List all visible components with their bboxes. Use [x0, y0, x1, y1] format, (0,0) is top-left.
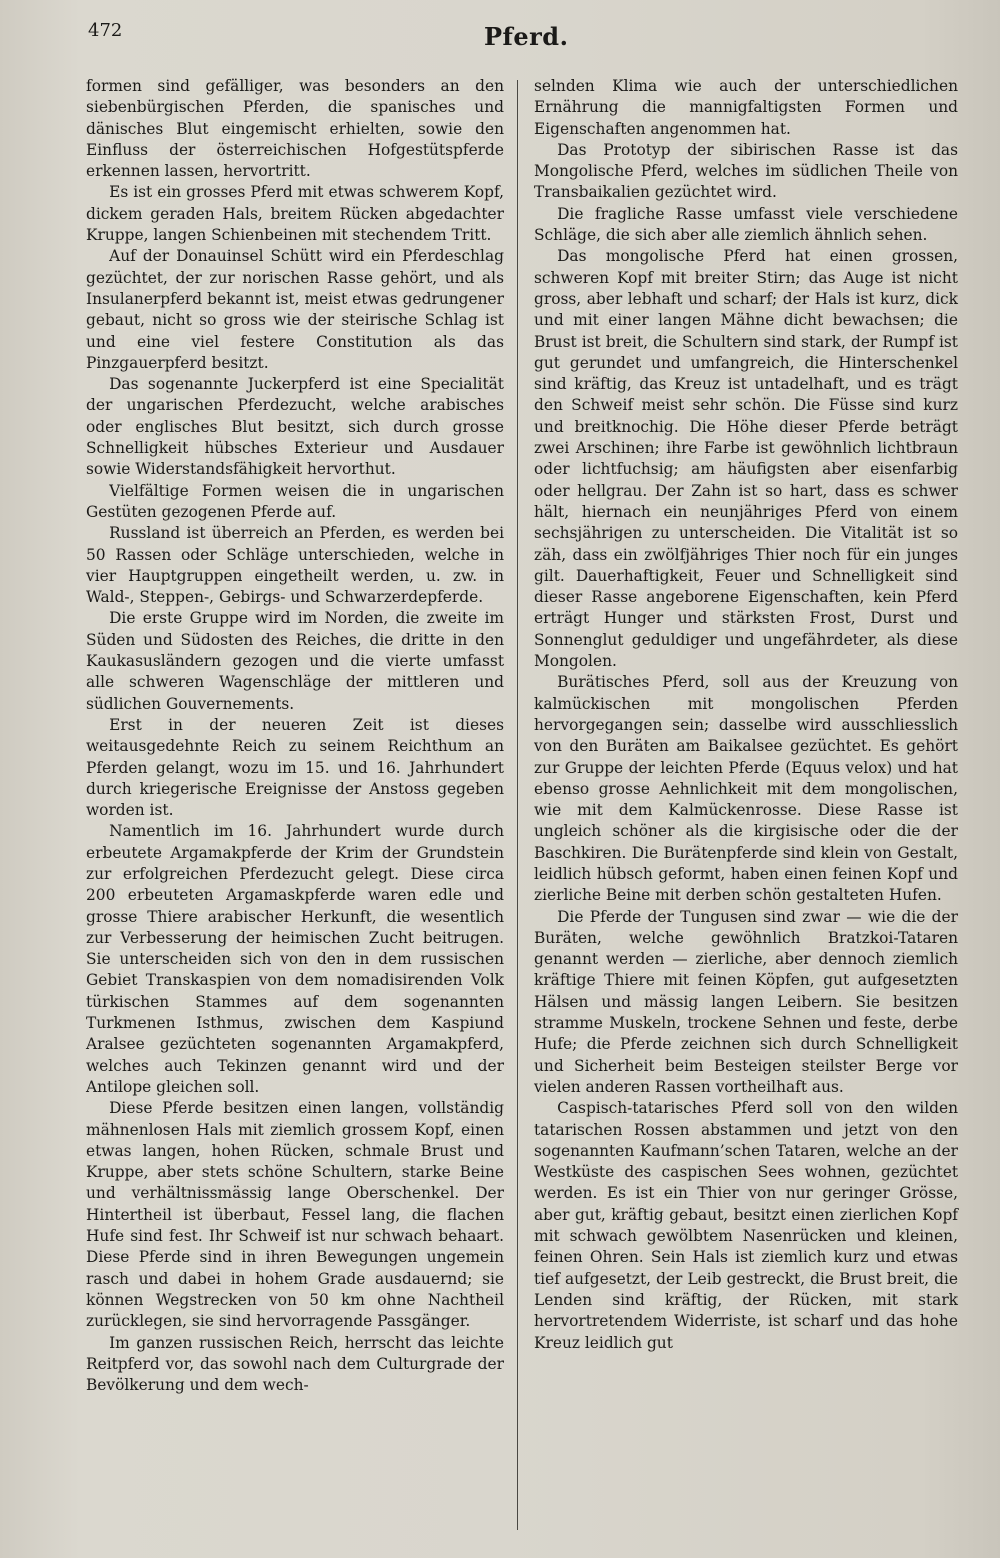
paragraph: Burätisches Pferd, soll aus der Kreuzung von kalmückischen mit mongolischen Pferden hervorgegangen sein; dasselbe wird ausschliesslich von den Buräten am Baikalsee gezüchtet. Es gehört zur Gruppe der leichten Pferde (Equus velox) und hat ebenso grosse Aehnlichkeit mit dem mongolischen, wie mit dem Kalmückenrosse. Diese Rasse ist ungleich schöner als die kirgisische oder die der Baschkiren. Die Burätenpferde sind klein von Gestalt, leidlich hübsch geformt, haben einen feinen Kopf und zierliche Beine mit derben schön gestalteten Hufen.: [534, 673, 958, 905]
running-head-title: Pferd.: [484, 22, 569, 51]
paragraph: formen sind gefälliger, was besonders an den siebenbürgischen Pferden, die spanisches und dänisches Blut eingemischt erhielten, sowie den Einfluss der österreichischen Hofgestütspferde erkennen lassen, hervortritt.: [86, 77, 504, 181]
paragraph: Caspisch-tatarisches Pferd soll von den wilden tatarischen Rossen abstammen und jetzt von den sogenannten Kaufmann’schen Tataren, welche an der Westküste des caspischen Sees wohnen, gezüchtet werden. Es ist ein Thier von nur geringer Grösse, aber gut, kräftig gebaut, besitzt einen zierlichen Kopf mit schwach gewölbtem Nasenrücken und kleinen, feinen Ohren. Sein Hals ist ziemlich kurz und etwas tief aufgesetzt, der Leib gestreckt, die Brust breit, die Lenden sind kräftig, der Rücken, mit stark hervortretendem Widerriste, ist scharf und das hohe Kreuz leidlich gut: [534, 1099, 958, 1352]
page-number: 472: [88, 20, 123, 41]
right-text-column: [534, 76, 958, 1354]
paragraph: Namentlich im 16. Jahrhundert wurde durch erbeutete Argamakpferde der Krim der Grundstein zur erfolgreichen Pferdezucht gelegt. Diese circa 200 erbeuteten Argamaskpferde waren edle und grosse Thiere arabischer Herkunft, die wesentlich zur Verbesserung der heimischen Zucht beitrugen. Sie unterscheiden sich von den in dem russischen Gebiet Transkaspien von dem nomadisirenden Volk türkischen Stammes auf dem sogenannten Turkmenen Isthmus, zwischen dem Kaspiund Aralsee gezüchteten sogenannten Argamakpferd, welches auch Tekinzen genannt wird und der Antilope gleichen soll.: [86, 822, 504, 1096]
paragraph: selnden Klima wie auch der unterschiedlichen Ernährung die mannigfaltigsten Formen und Eigenschaften angenommen hat.: [534, 77, 958, 138]
paragraph: Erst in der neueren Zeit ist dieses weitausgedehnte Reich zu seinem Reichthum an Pferden gelangt, wozu im 15. und 16. Jahrhundert durch kriegerische Ereignisse der Anstoss gegeben worden ist.: [86, 715, 504, 820]
paragraph: Russland ist überreich an Pferden, es werden bei 50 Rassen oder Schläge unterschieden, welche in vier Hauptgruppen eingetheilt werden, u. zw. in Wald-, Steppen-, Gebirgs- und Schwarzerdepferde.: [86, 524, 504, 607]
paragraph: Das Prototyp der sibirischen Rasse ist das Mongolische Pferd, welches im südlichen Theile von Transbaikalien gezüchtet wird.: [534, 140, 958, 202]
left-text-column: [86, 76, 504, 1396]
column-divider: [517, 80, 518, 1530]
paragraph: Im ganzen russischen Reich, herrscht das leichte Reitpferd vor, das sowohl nach dem Culturgrade der Bevölkerung und dem wech-: [86, 1333, 504, 1395]
paragraph: Vielfältige Formen weisen die in ungarischen Gestüten gezogenen Pferde auf.: [86, 481, 504, 521]
paragraph: Die erste Gruppe wird im Norden, die zweite im Süden und Südosten des Reiches, die dritte in den Kaukasusländern gezogen und die vierte umfasst alle schweren Wagenschläge der mittleren und südlichen Gouvernements.: [86, 609, 504, 713]
paragraph: Das sogenannte Juckerpferd ist eine Specialität der ungarischen Pferdezucht, welche arabisches oder englisches Blut besitzt, sich durch grosse Schnelligkeit hübsches Exterieur und Ausdauer sowie Widerstandsfähigkeit hervorthut.: [86, 375, 504, 479]
paragraph: Es ist ein grosses Pferd mit etwas schwerem Kopf, dickem geraden Hals, breitem Rücken abgedachter Kruppe, langen Schienbeinen mit stechendem Tritt.: [86, 183, 504, 245]
paragraph: Diese Pferde besitzen einen langen, vollständig mähnenlosen Hals mit ziemlich grossem Kopf, einen etwas langen, hohen Rücken, schmale Brust und Kruppe, aber stets schöne Schultern, starke Beine und verhältnissmässig lange Oberschenkel. Der Hintertheil ist überbaut, Fessel lang, die flachen Hufe sind fest. Ihr Schweif ist nur schwach behaart. Diese Pferde sind in ihren Bewegungen ungemein rasch und dabei in hohem Grade ausdauernd; sie können Wegstrecken von 50 km ohne Nachtheil zurücklegen, sie sind hervorragende Passgänger.: [86, 1099, 504, 1331]
paragraph: Die Pferde der Tungusen sind zwar — wie die der Buräten, welche gewöhnlich Bratzkoi-Tataren genannt werden — zierliche, aber dennoch ziemlich kräftige Thiere mit feinen Köpfen, gut aufgesetzten Hälsen und mässig langen Leibern. Sie besitzen stramme Muskeln, trockene Sehnen und feste, derbe Hufe; die Pferde zeichnen sich durch Schnelligkeit und Sicherheit beim Besteigen steilster Berge vor vielen anderen Rassen vortheilhaft aus.: [534, 907, 958, 1096]
paragraph: Die fragliche Rasse umfasst viele verschiedene Schläge, die sich aber alle ziemlich ähnlich sehen.: [534, 204, 958, 245]
paragraph: Auf der Donauinsel Schütt wird ein Pferdeschlag gezüchtet, der zur norischen Rasse gehört, und als Insulanerpferd bekannt ist, meist etwas gedrungener gebaut, nicht so gross wie der steirische Schlag ist und eine viel festere Constitution als das Pinzgauerpferd besitzt.: [86, 247, 504, 372]
paragraph: Das mongolische Pferd hat einen grossen, schweren Kopf mit breiter Stirn; das Auge ist nicht gross, aber lebhaft und scharf; der Hals ist kurz, dick und mit einer langen Mähne dicht bewachsen; die Brust ist breit, die Schultern sind stark, der Rumpf ist gut gerundet und umfangreich, die Hinterschenkel sind kräftig, das Kreuz ist untadelhaft, und es trägt den Schweif meist sehr schön. Die Füsse sind kurz und breitknochig. Die Höhe dieser Pferde beträgt zwei Arschinen; ihre Farbe ist gewöhnlich lichtbraun oder lichtfuchsig; am häufigsten aber eisenfarbig oder hellgrau. Der Zahn ist so hart, dass es schwer hält, hiernach ein neunjähriges Pferd von einem sechsjährigen zu unterscheiden. Die Vitalität ist so zäh, dass ein zwölfjähriges Thier noch für ein junges gilt. Dauerhaftigkeit, Feuer und Schnelligkeit sind dieser Rasse angeborene Eigenschaften, kein Pferd erträgt Hunger und stärksten Frost, Durst und Sonnenglut geduldiger und ungefährdeter, als diese Mongolen.: [534, 247, 958, 671]
